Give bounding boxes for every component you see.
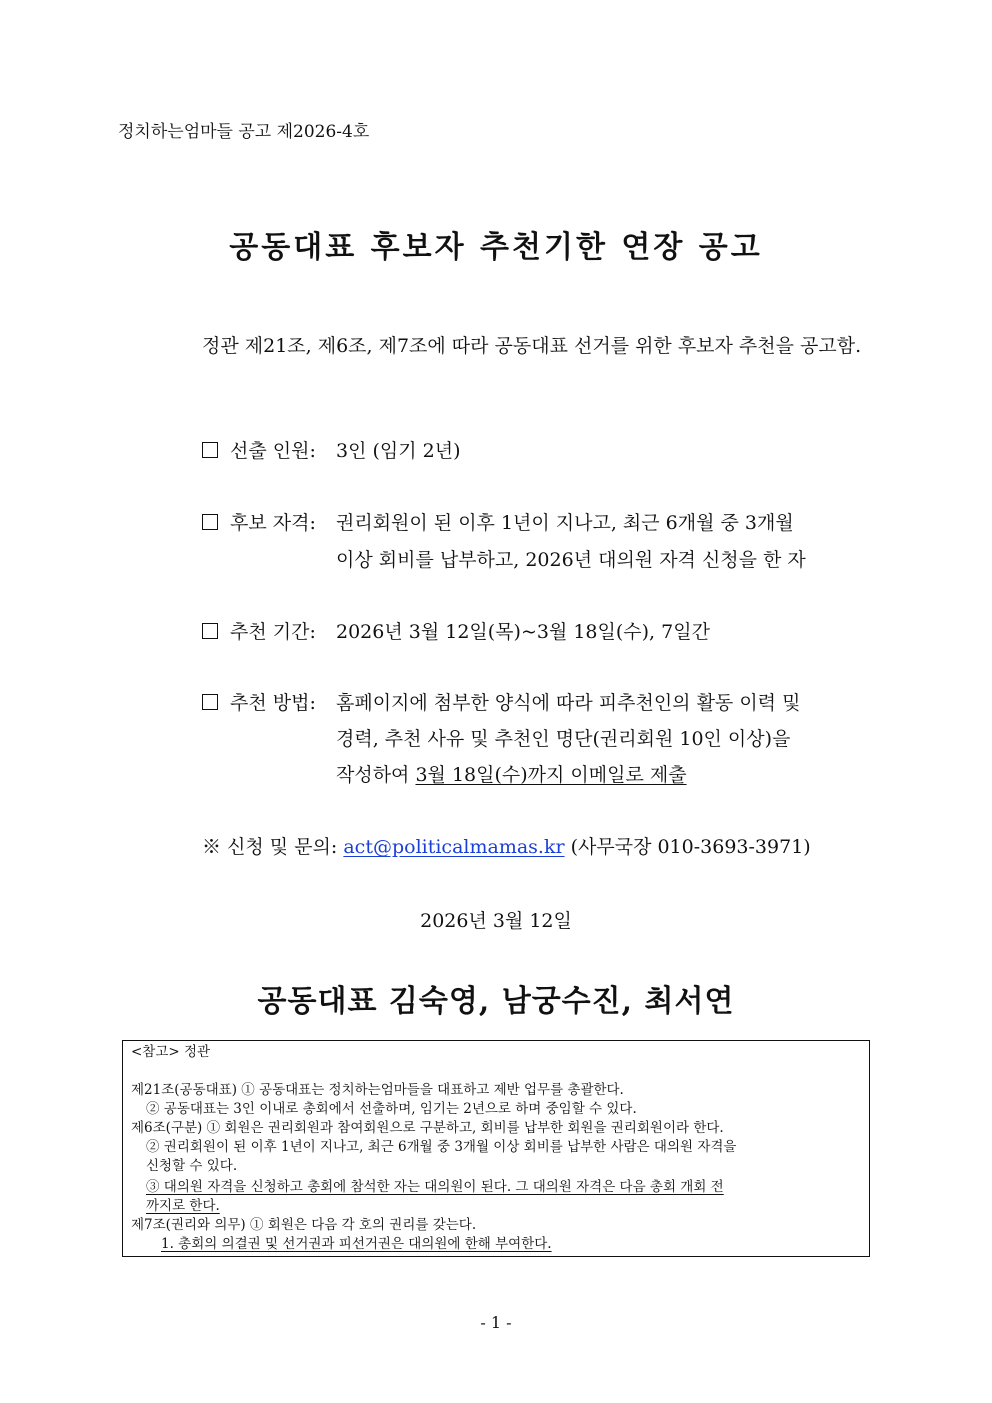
- notice-date: 2026년 3월 12일: [420, 910, 572, 932]
- reference-line: 제21조(공동대표) ① 공동대표는 정치하는엄마들을 대표하고 제반 업무를 총괄한다.: [131, 1082, 624, 1098]
- reference-line: ② 공동대표는 3인 이내로 총회에서 선출하며, 임기는 2년으로 하며 중임할 수 있다.: [146, 1101, 637, 1117]
- contact-email-link[interactable]: act@politicalmamas.kr: [343, 836, 565, 858]
- page-title: 공동대표 후보자 추천기한 연장 공고: [229, 230, 763, 265]
- item-value-line: 이상 회비를 납부하고, 2026년 대의원 자격 신청을 한 자: [336, 549, 806, 571]
- intro-paragraph: 정관 제21조, 제6조, 제7조에 따라 공동대표 선거를 위한 후보자 추천을 공고함.: [202, 335, 862, 357]
- reference-mark-icon: ※: [202, 836, 222, 858]
- notice-number: 정치하는엄마들 공고 제2026-4호: [118, 122, 370, 142]
- item-recommendation-period: [202, 615, 710, 649]
- item-label: 추천 기간:: [230, 621, 316, 643]
- reference-heading: <참고> 정관: [131, 1044, 211, 1060]
- contact-label: 신청 및 문의:: [227, 836, 344, 858]
- item-label: 선출 인원:: [230, 440, 316, 462]
- item-value-line: 홈페이지에 첨부한 양식에 따라 피추천인의 활동 이력 및: [336, 692, 801, 714]
- checkbox-icon: [202, 694, 218, 710]
- item-value: 2026년 3월 12일(목)~3월 18일(수), 7일간: [336, 621, 710, 643]
- item-candidate-qualification: [202, 506, 806, 571]
- reference-box: [122, 1040, 870, 1257]
- item-value-line: 권리회원이 된 이후 1년이 지나고, 최근 6개월 중 3개월: [336, 512, 794, 534]
- contact-line: [202, 830, 811, 864]
- checkbox-icon: [202, 514, 218, 530]
- reference-line: 제6조(구분) ① 회원은 권리회원과 참여회원으로 구분하고, 회비를 납부한 회원을 권리회원이라 한다.: [131, 1120, 724, 1136]
- item-recommendation-method: [202, 686, 801, 786]
- page-number: - 1 -: [480, 1313, 512, 1332]
- contact-note: (사무국장 010-3693-3971): [564, 836, 811, 858]
- deadline-underlined: 3월 18일(수)까지 이메일로 제출: [415, 764, 687, 786]
- item-value-line: 경력, 추천 사유 및 추천인 명단(권리회원 10인 이상)을: [336, 728, 791, 750]
- signature: 공동대표 김숙영, 남궁수진, 최서연: [257, 984, 735, 1019]
- reference-line-underlined: 1. 총회의 의결권 및 선거권과 피선거권은 대의원에 한해 부여한다.: [161, 1236, 552, 1252]
- reference-line: 제7조(권리와 의무) ① 회원은 다음 각 호의 권리를 갖는다.: [131, 1217, 477, 1233]
- item-label: 추천 방법:: [230, 692, 316, 714]
- item-selection-count: [202, 434, 461, 468]
- checkbox-icon: [202, 623, 218, 639]
- checkbox-icon: [202, 442, 218, 458]
- item-value: 3인 (임기 2년): [336, 440, 461, 462]
- reference-line: ② 권리회원이 된 이후 1년이 지나고, 최근 6개월 중 3개월 이상 회비를 납부한 사람은 대의원 자격을: [146, 1139, 737, 1155]
- item-value-prefix: 작성하여: [336, 764, 416, 786]
- item-label: 후보 자격:: [230, 512, 316, 534]
- item-value-line: [336, 758, 687, 792]
- reference-line-underlined: 까지로 한다.: [146, 1198, 220, 1214]
- reference-line-underlined: ③ 대의원 자격을 신청하고 총회에 참석한 자는 대의원이 된다. 그 대의원 자격은 다음 총회 개회 전: [146, 1179, 724, 1195]
- reference-line: 신청할 수 있다.: [146, 1158, 238, 1174]
